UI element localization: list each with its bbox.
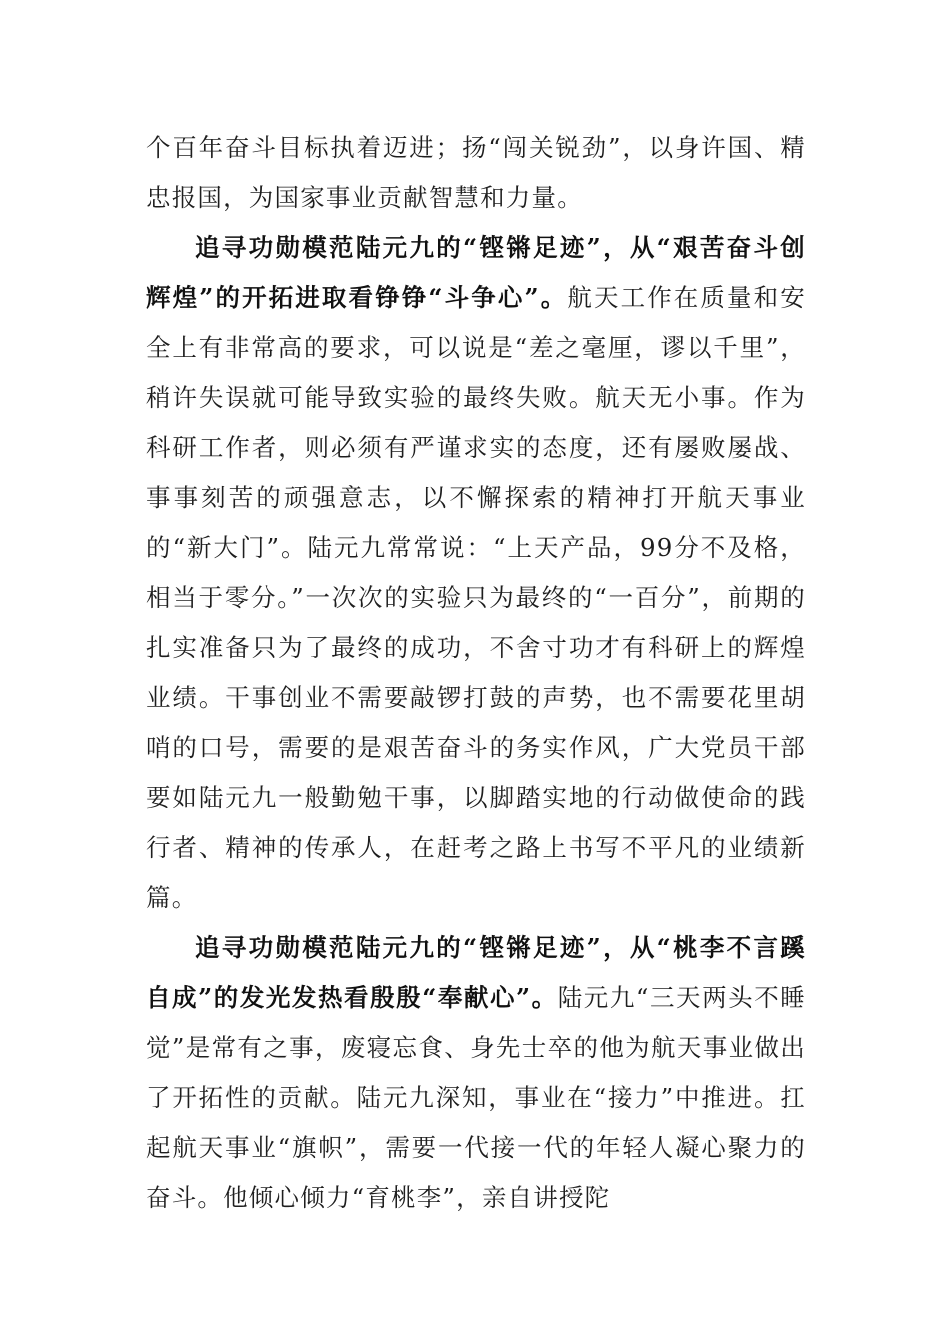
paragraph-continuation [146,123,806,223]
document-body [146,123,806,1223]
paragraph-lead-heading: 追寻功勋模范陆元九的“铿锵足迹”，从“桃李不言蹊自成”的发光发热看殷殷“奉献心”。 [146,933,806,1012]
paragraph-struggle [146,223,806,923]
paragraph-body: 航天工作在质量和安全上有非常高的要求，可以说是“差之毫厘，谬以千里”，稍许失误就可能导致实验的最终失败。航天无小事。作为科研工作者，则必须有严谨求实的态度，还有屡败屡战、事事刻苦的顽强意志，以不懈探索的精神打开航天事业的“新大门”。陆元九常常说：“上天产品，99分不及格，相当于零分。”一次次的实验只为最终的“一百分”，前期的扎实准备只为了最终的成功，不舍寸功才有科研上的辉煌业绩。干事创业不需要敲锣打鼓的声势，也不需要花里胡哨的口号，需要的是艰苦奋斗的务实作风，广大党员干部要如陆元九一般勤勉干事，以脚踏实地的行动做使命的践行者、精神的传承人，在赶考之路上书写不平凡的业绩新篇。 [146,283,806,912]
paragraph-body: 陆元九“三天两头不睡觉”是常有之事，废寝忘食、身先士卒的他为航天事业做出了开拓性的贡献。陆元九深知，事业在“接力”中推进。扛起航天事业“旗帜”，需要一代接一代的年轻人凝心聚力的奋斗。他倾心倾力“育桃李”，亲自讲授陀 [146,983,806,1212]
paragraph-body: 个百年奋斗目标执着迈进；扬“闯关锐劲”，以身许国、精忠报国，为国家事业贡献智慧和力量。 [146,133,806,212]
paragraph-lead-heading: 追寻功勋模范陆元九的“铿锵足迹”，从“艰苦奋斗创辉煌”的开拓进取看铮铮“斗争心”。 [146,233,806,312]
paragraph-dedication [146,923,806,1223]
